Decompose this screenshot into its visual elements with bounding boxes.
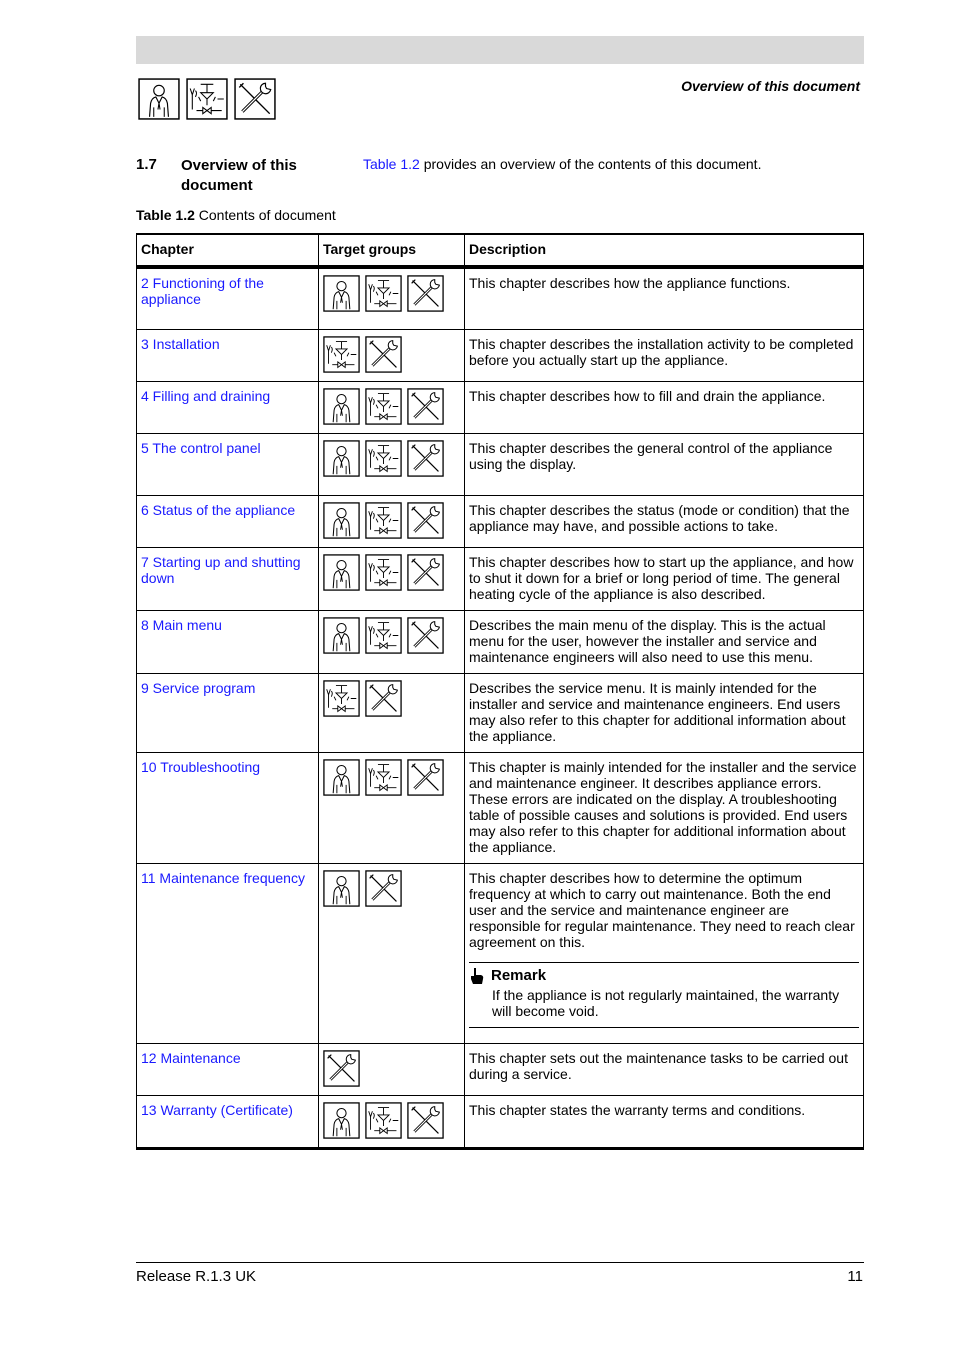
description-text: This chapter describes the general control of the appliance using the display. — [469, 439, 833, 472]
description-text: This chapter is mainly intended for the installer and the service and maintenance engineer. It describes appliance errors. These errors are indicated on the display. A troubleshooting table of possible causes and solutions is provided. End users may also refer to this chapter for additional information about the appliance. — [469, 758, 857, 855]
service-icon — [407, 502, 444, 539]
table-header-row — [137, 234, 864, 267]
description-text: Describes the service menu. It is mainly intended for the installer and service and maintenance engineers. End users may also refer to this chapter for additional information about the appliance. — [469, 679, 846, 744]
table-row — [137, 433, 864, 495]
description-text: This chapter describes how to determine the optimum frequency at which to carry out maintenance. Both the end user and the service and maintenance engineer are responsible for regular maintenance. They need to reach clear agreement on this. — [469, 869, 855, 950]
table-row — [137, 752, 864, 863]
service-icon — [407, 388, 444, 425]
column-header-chapter: Chapter — [137, 234, 319, 267]
description-cell — [465, 267, 864, 329]
target-groups-cell — [319, 433, 465, 495]
section-title: Overview of this document — [181, 157, 297, 194]
table-row — [137, 329, 864, 381]
user-icon — [138, 78, 180, 120]
header-bar — [136, 36, 864, 64]
installer-icon — [365, 502, 402, 539]
section-intro — [363, 156, 761, 172]
user-icon — [323, 870, 360, 907]
chapter-cell — [137, 673, 319, 752]
service-icon — [407, 759, 444, 796]
column-header-description: Description — [465, 234, 864, 267]
description-text: This chapter describes the installation activity to be completed before you actually start up the appliance. — [469, 335, 854, 368]
description-cell — [465, 1043, 864, 1095]
service-icon — [407, 440, 444, 477]
chapter-cell — [137, 267, 319, 329]
target-groups-cell — [319, 610, 465, 673]
target-groups-cell — [319, 752, 465, 863]
chapter-link[interactable]: 10 Troubleshooting — [141, 758, 261, 775]
user-icon — [323, 440, 360, 477]
table-row — [137, 547, 864, 610]
chapter-link[interactable]: 6 Status of the appliance — [141, 501, 296, 518]
footer-rule — [136, 1262, 864, 1263]
target-groups-cell — [319, 1095, 465, 1148]
chapter-link[interactable]: 2 Functioning of the appliance — [141, 275, 264, 307]
target-groups-cell — [319, 673, 465, 752]
description-cell — [465, 673, 864, 752]
pointing-hand-icon — [469, 967, 485, 985]
installer-icon — [365, 759, 402, 796]
description-cell — [465, 610, 864, 673]
user-icon — [323, 502, 360, 539]
chapter-cell — [137, 863, 319, 1043]
chapter-link[interactable]: 4 Filling and draining — [141, 387, 271, 404]
running-header-title: Overview of this document — [681, 78, 860, 94]
target-groups-cell — [319, 1043, 465, 1095]
service-icon — [365, 680, 402, 717]
user-icon — [323, 617, 360, 654]
chapter-cell — [137, 433, 319, 495]
user-icon — [323, 759, 360, 796]
installer-icon — [186, 78, 228, 120]
target-groups-cell — [319, 547, 465, 610]
service-icon — [407, 554, 444, 591]
remark-text: If the appliance is not regularly maintained, the warranty will become void. — [492, 986, 840, 1019]
chapter-link[interactable]: 7 Starting up and shutting down — [141, 553, 301, 586]
page-number: 11 — [847, 1268, 863, 1285]
target-groups-cell — [319, 381, 465, 433]
installer-icon — [365, 388, 402, 425]
table-row — [137, 495, 864, 547]
section-number: 1.7 — [136, 156, 157, 173]
chapter-cell — [137, 381, 319, 433]
chapter-cell — [137, 752, 319, 863]
table-row — [137, 863, 864, 1043]
installer-icon — [365, 617, 402, 654]
chapter-link[interactable]: 12 Maintenance — [141, 1049, 241, 1066]
remark-title: Remark — [491, 966, 547, 984]
description-text: This chapter describes the status (mode or condition) that the appliance may have, and possible actions to take. — [469, 501, 850, 534]
column-header-target-groups: Target groups — [319, 234, 465, 267]
installer-icon — [365, 275, 402, 312]
chapter-link[interactable]: 13 Warranty (Certificate) — [141, 1101, 293, 1118]
chapter-link[interactable]: 11 Maintenance frequency — [141, 869, 305, 886]
installer-icon — [365, 440, 402, 477]
table-link[interactable]: Table 1.2 — [363, 156, 420, 172]
service-icon — [407, 617, 444, 654]
user-icon — [323, 554, 360, 591]
user-icon — [323, 388, 360, 425]
chapter-cell — [137, 495, 319, 547]
table-row — [137, 267, 864, 329]
service-icon — [323, 1050, 360, 1087]
header-target-icons — [138, 78, 276, 120]
description-text: This chapter describes how to start up the appliance, and how to shut it down for a brief or long period of time. The general heating cycle of the appliance is also described. — [469, 553, 854, 602]
description-text: This chapter describes how to fill and drain the appliance. — [469, 387, 826, 404]
service-icon — [365, 870, 402, 907]
service-icon — [365, 336, 402, 373]
remark-heading — [469, 967, 859, 985]
user-icon — [323, 1102, 360, 1139]
target-groups-cell — [319, 495, 465, 547]
description-cell — [465, 547, 864, 610]
table-caption-text: Contents of document — [194, 207, 336, 223]
target-groups-cell — [319, 329, 465, 381]
service-icon — [234, 78, 276, 120]
chapter-link[interactable]: 8 Main menu — [141, 616, 222, 633]
installer-icon — [323, 336, 360, 373]
description-text: Describes the main menu of the display. This is the actual menu for the user, however the installer and service and maintenance engineers will also need to use this menu. — [469, 616, 826, 665]
description-cell — [465, 863, 864, 1043]
description-cell — [465, 381, 864, 433]
description-cell — [465, 329, 864, 381]
table-caption-label: Table 1.2 — [136, 207, 195, 223]
chapter-cell — [137, 547, 319, 610]
description-cell — [465, 752, 864, 863]
installer-icon — [323, 680, 360, 717]
description-cell — [465, 1095, 864, 1148]
table-row — [137, 673, 864, 752]
chapter-link[interactable]: 3 Installation — [141, 335, 220, 352]
chapter-cell — [137, 1043, 319, 1095]
description-cell — [465, 495, 864, 547]
footer-release: Release R.1.3 UK — [136, 1268, 257, 1285]
service-icon — [407, 1102, 444, 1139]
description-text: This chapter sets out the maintenance tasks to be carried out during a service. — [469, 1049, 848, 1082]
description-text: This chapter states the warranty terms and conditions. — [469, 1101, 806, 1118]
table-caption — [136, 207, 336, 223]
section-intro-text: provides an overview of the contents of this document. — [419, 156, 762, 172]
description-text: This chapter describes how the appliance functions. — [469, 275, 791, 291]
target-groups-cell — [319, 863, 465, 1043]
table-row — [137, 1095, 864, 1148]
contents-table — [136, 233, 864, 1150]
table-row — [137, 1043, 864, 1095]
installer-icon — [365, 554, 402, 591]
target-groups-cell — [319, 267, 465, 329]
chapter-cell — [137, 610, 319, 673]
remark-box — [469, 962, 859, 1028]
chapter-link[interactable]: 5 The control panel — [141, 439, 261, 456]
chapter-cell — [137, 1095, 319, 1148]
description-cell — [465, 433, 864, 495]
chapter-link[interactable]: 9 Service program — [141, 679, 256, 696]
table-row — [137, 381, 864, 433]
table-row — [137, 610, 864, 673]
chapter-cell — [137, 329, 319, 381]
user-icon — [323, 275, 360, 312]
service-icon — [407, 275, 444, 312]
installer-icon — [365, 1102, 402, 1139]
